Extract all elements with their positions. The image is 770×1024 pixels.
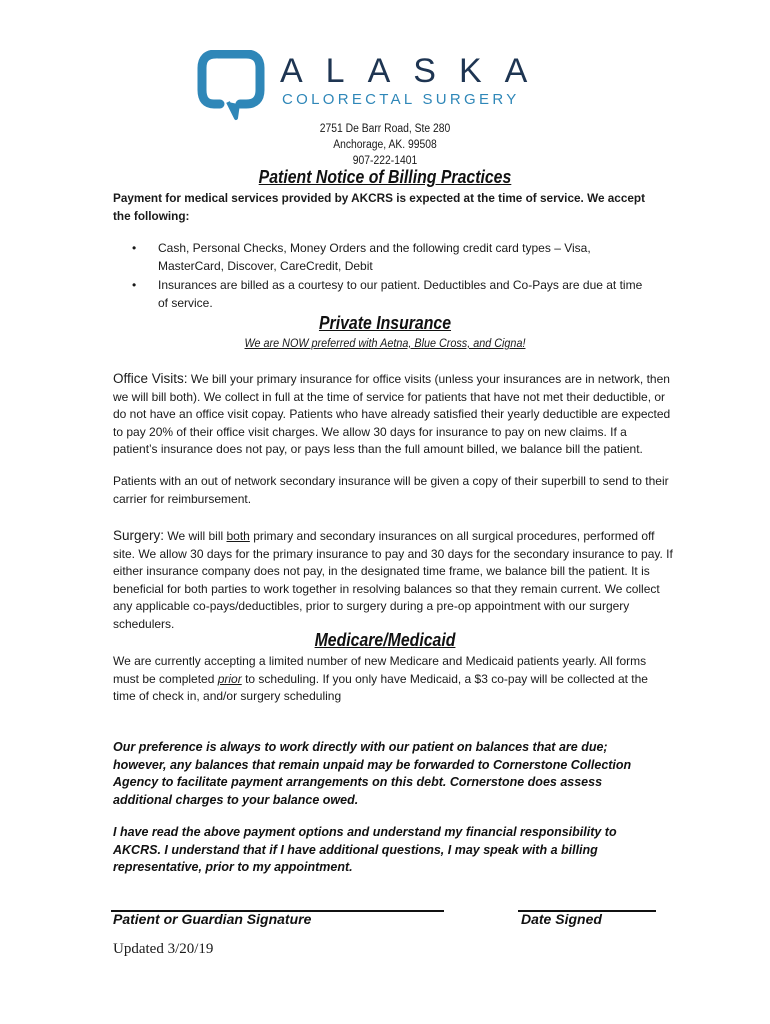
bullet-icon: •	[132, 278, 137, 292]
payment-intro: Payment for medical services provided by AKCRS is expected at the time of service. We accept the following:	[113, 191, 646, 223]
address-phone: 907-222-1401	[352, 155, 418, 167]
bullet-text: Insurances are billed as a courtesy to our patient. Deductibles and Co-Pays are due at time of service.	[158, 278, 643, 310]
office-visits-paragraph	[113, 370, 673, 459]
secondary-insurance-paragraph: Patients with an out of network secondary insurance will be given a copy of their superbill to send to their carrier for reimbursement.	[113, 474, 669, 506]
patient-signature-label: Patient or Guardian Signature	[113, 911, 312, 927]
address-city: Anchorage, AK. 99508	[333, 139, 437, 151]
clinic-address	[0, 121, 770, 169]
medicare-text-a: We are currently accepting a limited number of new Medicare and Medicaid patients yearly. All forms must be completed	[113, 654, 647, 686]
date-signed-label: Date Signed	[521, 911, 602, 927]
bullet-icon: •	[132, 241, 137, 255]
surgery-text-b: primary and secondary insurances on all surgical procedures, performed off site. We allow 30 days for the primary insurance to pay and 30 days for the secondary insurance to pay. If either insurance company does not pay, in the designated time frame, we balance bill the patient. It is beneficial for both parties to work together in resolving balances so that they remain current. We collect any applicable co-pays/deductibles, prior to surgery during a pre-op appointment with our surgery schedulers.	[113, 529, 673, 631]
surgery-paragraph	[113, 527, 673, 633]
medicare-heading: Medicare/Medicaid	[314, 630, 456, 650]
list-item	[128, 240, 648, 275]
collections-notice: Our preference is always to work directly with our patient on balances that are due; however, any balances that remain unpaid may be forwarded to Cornerstone Collection Agency to facilitate payment arrangements on this debt. Cornerstone does assess additional charges to your balance owed.	[113, 740, 632, 807]
acknowledgement-statement: I have read the above payment options and understand my financial responsibility to AKCRS. I understand that if I have additional questions, I may speak with a billing representative, prior to my appointment.	[113, 825, 617, 874]
medicare-text-b: to scheduling. If you only have Medicaid, a $3 co-pay will be collected at the time of check in, and/or surgery scheduling	[113, 671, 648, 703]
akcrs-logo	[196, 50, 576, 122]
surgery-text-a: We will bill	[164, 529, 227, 543]
address-street: 2751 De Barr Road, Ste 280	[319, 123, 451, 135]
surgery-lead: Surgery:	[113, 528, 165, 543]
logo-wordmark: ALASKA	[280, 52, 551, 90]
office-visits-lead: Office Visits:	[113, 371, 188, 386]
speech-bubble-logo-icon	[196, 50, 266, 122]
medicare-paragraph	[113, 653, 673, 706]
page-title: Patient Notice of Billing Practices	[258, 167, 512, 187]
updated-date: Updated 3/20/19	[113, 941, 214, 957]
office-visits-text: We bill your primary insurance for office visits (unless your insurances are in network, then we will bill both). We collect in full at the time of service for patients that have not met their deductible, or do not have an office visit copay. Patients who have already satisfied their yearly deductible are expected to pay 20% of their office visit charges. We allow 30 days for insurance to pay on new claims. If a patient’s insurance does not pay, or pays less than the full amount billed, we balance bill the patient.	[113, 372, 671, 456]
medicare-emphasis: prior	[217, 671, 242, 686]
logo-subtitle: COLORECTAL SURGERY	[282, 91, 520, 108]
preferred-insurers-note: We are NOW preferred with Aetna, Blue Cross, and Cigna!	[244, 336, 526, 350]
private-insurance-heading: Private Insurance	[318, 313, 452, 333]
bullet-text: Cash, Personal Checks, Money Orders and the following credit card types – Visa, MasterCard, Discover, CareCredit, Debit	[158, 241, 591, 273]
list-item	[128, 277, 648, 312]
payment-methods-list	[128, 240, 648, 314]
surgery-emphasis: both	[226, 529, 250, 543]
